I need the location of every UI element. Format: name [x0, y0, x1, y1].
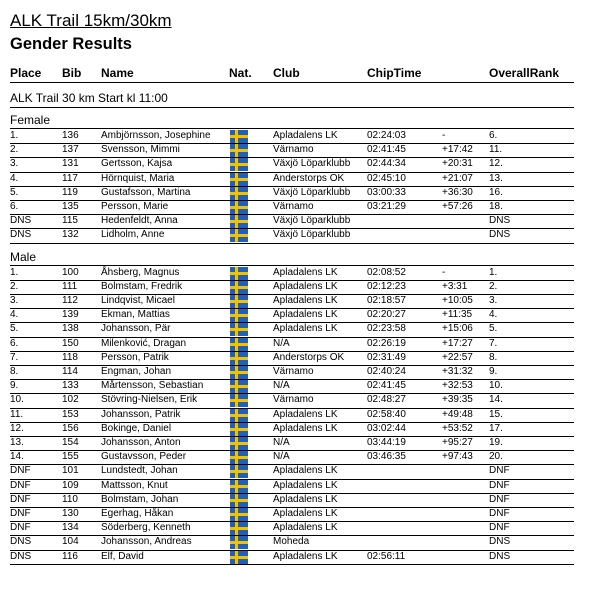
cell-overallrank: 3.	[489, 295, 498, 306]
cell-place: 4.	[10, 309, 19, 321]
cell-overallrank: DNS	[489, 536, 511, 548]
page-subtitle: Gender Results	[10, 35, 132, 53]
cell-overallrank: 6.	[489, 130, 498, 141]
cell-bib: 116	[62, 550, 78, 562]
cell-place: 9.	[10, 380, 19, 392]
cell-club: N/A	[273, 437, 290, 448]
cell-name: Åhsberg, Magnus	[101, 266, 180, 278]
table-row	[10, 322, 574, 337]
table-row	[10, 436, 574, 451]
table-row	[10, 280, 574, 295]
cell-club: Apladalens LK	[273, 550, 338, 562]
cell-place: 6.	[10, 337, 19, 349]
cell-time-behind: -	[442, 266, 446, 278]
cell-time-behind: +15:06	[442, 323, 473, 335]
cell-time-behind: +10:05	[442, 295, 473, 306]
cell-chiptime: 02:56:11	[367, 550, 406, 562]
cell-place: 11.	[10, 408, 24, 420]
cell-chiptime: 02:18:57	[367, 295, 406, 306]
cell-chiptime: 02:40:24	[367, 366, 406, 377]
cell-club: Anderstorps OK	[273, 351, 345, 363]
cell-chiptime: 02:08:52	[367, 266, 406, 278]
cell-chiptime: 02:31:49	[367, 351, 406, 363]
cell-time-behind: +36:30	[442, 186, 473, 198]
cell-name: Lundstedt, Johan	[101, 465, 178, 477]
table-row	[10, 186, 574, 201]
cell-club: Apladalens LK	[273, 508, 338, 519]
cell-bib: 156	[62, 422, 79, 434]
cell-chiptime: 02:45:10	[367, 172, 406, 184]
table-row	[10, 266, 574, 281]
cell-bib: 112	[62, 295, 78, 306]
cell-overallrank: DNF	[489, 522, 510, 534]
cell-time-behind: +53:52	[442, 422, 473, 434]
cell-club: Apladalens LK	[273, 309, 338, 321]
table-row	[10, 422, 574, 437]
table-row	[10, 337, 574, 352]
cell-bib: 102	[62, 394, 79, 406]
cell-bib: 135	[62, 201, 79, 212]
cell-chiptime: 02:24:03	[367, 130, 406, 141]
table-row	[10, 365, 574, 380]
table-row	[10, 493, 574, 508]
cell-overallrank: DNF	[489, 465, 510, 477]
cell-club: Växjö Löparklubb	[273, 215, 351, 227]
group-label-text: Male	[10, 249, 37, 264]
cell-chiptime: 02:44:34	[367, 158, 406, 170]
cell-club: Apladalens LK	[273, 479, 338, 491]
table-row	[10, 157, 574, 172]
table-row	[10, 308, 574, 323]
sweden-flag-icon	[230, 380, 248, 393]
cell-bib: 139	[62, 309, 79, 321]
cell-name: Engman, Johan	[101, 366, 172, 377]
sweden-flag-icon	[230, 394, 248, 407]
cell-bib: 138	[62, 323, 79, 335]
cell-name: Persson, Patrik	[101, 351, 169, 363]
cell-overallrank: DNF	[489, 479, 510, 491]
column-header-overallrank: OverallRank	[489, 66, 560, 80]
sweden-flag-icon	[230, 409, 248, 422]
cell-chiptime: 03:02:44	[367, 422, 406, 434]
cell-name: Persson, Marie	[101, 201, 169, 212]
cell-bib: 110	[62, 493, 78, 505]
cell-overallrank: 9.	[489, 366, 498, 377]
cell-overallrank: 8.	[489, 351, 498, 363]
cell-club: Värnamo	[273, 366, 314, 377]
cell-name: Johansson, Andreas	[101, 536, 192, 548]
cell-bib: 153	[62, 408, 79, 420]
sweden-flag-icon	[230, 423, 248, 436]
table-row	[10, 408, 574, 423]
cell-bib: 115	[62, 215, 78, 227]
cell-bib: 130	[62, 508, 79, 519]
cell-overallrank: 12.	[489, 158, 503, 170]
cell-overallrank: 18.	[489, 201, 503, 212]
sweden-flag-icon	[230, 281, 248, 294]
table-row	[10, 228, 574, 243]
table-row	[10, 479, 574, 494]
cell-name: Johansson, Pär	[101, 323, 171, 335]
cell-name: Gustavsson, Peder	[101, 451, 187, 463]
table-row	[10, 172, 574, 187]
group-label-text: Female	[10, 113, 51, 127]
cell-place: 7.	[10, 351, 19, 363]
cell-chiptime: 02:26:19	[367, 337, 406, 349]
cell-club: N/A	[273, 380, 290, 392]
sweden-flag-icon	[230, 437, 248, 450]
column-header-name: Name	[101, 66, 134, 80]
cell-name: Mårtensson, Sebastian	[101, 380, 204, 392]
cell-bib: 137	[62, 144, 79, 156]
cell-club: N/A	[273, 451, 290, 463]
group-label	[10, 112, 574, 129]
sweden-flag-icon	[230, 352, 248, 365]
sweden-flag-icon	[230, 536, 248, 549]
cell-chiptime: 03:44:19	[367, 437, 406, 448]
cell-bib: 155	[62, 451, 79, 463]
cell-time-behind: +31:32	[442, 366, 473, 377]
cell-name: Elf, David	[101, 550, 144, 562]
cell-place: DNS	[10, 215, 32, 227]
cell-chiptime: 02:20:27	[367, 309, 406, 321]
cell-overallrank: 13.	[489, 172, 503, 184]
cell-name: Lidholm, Anne	[101, 229, 165, 241]
sweden-flag-icon	[230, 267, 248, 280]
cell-club: Värnamo	[273, 394, 314, 406]
cell-club: Apladalens LK	[273, 130, 338, 141]
cell-time-behind: +49:48	[442, 408, 473, 420]
table-row	[10, 521, 574, 536]
cell-name: Bokinge, Daniel	[101, 422, 172, 434]
cell-place: 5.	[10, 323, 19, 335]
cell-club: Växjö Löparklubb	[273, 229, 351, 241]
cell-chiptime: 02:41:45	[367, 380, 406, 392]
cell-overallrank: DNS	[489, 229, 511, 241]
cell-time-behind: +11:35	[442, 309, 473, 321]
table-row	[10, 393, 574, 408]
cell-overallrank: 17.	[489, 422, 503, 434]
cell-overallrank: 7.	[489, 337, 498, 349]
sweden-flag-icon	[230, 201, 248, 214]
cell-club: Värnamo	[273, 144, 314, 156]
cell-club: Apladalens LK	[273, 280, 338, 292]
cell-bib: 100	[62, 266, 79, 278]
cell-overallrank: DNF	[489, 493, 510, 505]
cell-place: 2.	[10, 280, 19, 292]
cell-club: N/A	[273, 337, 290, 349]
cell-place: 12.	[10, 422, 24, 434]
cell-club: Växjö Löparklubb	[273, 186, 351, 198]
cell-time-behind: +20:31	[442, 158, 473, 170]
cell-place: 8.	[10, 366, 19, 377]
cell-place: 6.	[10, 201, 19, 212]
cell-overallrank: 11.	[489, 144, 503, 156]
sweden-flag-icon	[230, 158, 248, 171]
cell-time-behind: +3:31	[442, 280, 468, 292]
cell-overallrank: 14.	[489, 394, 503, 406]
table-row	[10, 550, 574, 565]
sweden-flag-icon	[230, 229, 248, 242]
table-row	[10, 507, 574, 522]
cell-club: Apladalens LK	[273, 522, 338, 534]
cell-club: Apladalens LK	[273, 465, 338, 477]
sweden-flag-icon	[230, 215, 248, 228]
sweden-flag-icon	[230, 465, 248, 478]
cell-place: DNS	[10, 536, 32, 548]
cell-time-behind: -	[442, 130, 446, 141]
cell-chiptime: 02:12:23	[367, 280, 406, 292]
cell-name: Milenković, Dragan	[101, 337, 187, 349]
sweden-flag-icon	[230, 173, 248, 186]
cell-bib: 131	[62, 158, 79, 170]
cell-overallrank: 2.	[489, 280, 498, 292]
cell-overallrank: 4.	[489, 309, 498, 321]
cell-club: Apladalens LK	[273, 266, 338, 278]
column-header-club: Club	[273, 66, 300, 80]
cell-overallrank: 1.	[489, 266, 498, 278]
cell-overallrank: DNS	[489, 550, 511, 562]
cell-chiptime: 03:21:29	[367, 201, 406, 212]
sweden-flag-icon	[230, 144, 248, 157]
cell-bib: 136	[62, 130, 79, 141]
cell-name: Svensson, Mimmi	[101, 144, 180, 156]
sweden-flag-icon	[230, 451, 248, 464]
cell-overallrank: DNS	[489, 215, 511, 227]
cell-name: Stövring-Nielsen, Erik	[101, 394, 198, 406]
cell-name: Hörnquist, Maria	[101, 172, 175, 184]
cell-bib: 150	[62, 337, 79, 349]
cell-time-behind: +57:26	[442, 201, 473, 212]
sweden-flag-icon	[230, 338, 248, 351]
cell-name: Johansson, Anton	[101, 437, 181, 448]
table-row	[10, 294, 574, 309]
cell-name: Ambjörnsson, Josephine	[101, 130, 211, 141]
cell-place: 10.	[10, 394, 24, 406]
cell-time-behind: +95:27	[442, 437, 473, 448]
cell-place: DNS	[10, 229, 32, 241]
cell-place: DNF	[10, 522, 31, 534]
cell-bib: 118	[62, 351, 78, 363]
cell-name: Egerhag, Håkan	[101, 508, 174, 519]
cell-name: Gustafsson, Martina	[101, 186, 191, 198]
cell-club: Apladalens LK	[273, 493, 338, 505]
sweden-flag-icon	[230, 508, 248, 521]
cell-name: Söderberg, Kenneth	[101, 522, 191, 534]
cell-club: Apladalens LK	[273, 422, 338, 434]
cell-place: 3.	[10, 158, 19, 170]
cell-club: Växjö Löparklubb	[273, 158, 351, 170]
cell-overallrank: DNF	[489, 508, 510, 519]
cell-bib: 104	[62, 536, 79, 548]
cell-name: Lindqvist, Micael	[101, 295, 175, 306]
cell-time-behind: +17:42	[442, 144, 473, 156]
sweden-flag-icon	[230, 522, 248, 535]
cell-bib: 132	[62, 229, 79, 241]
table-row	[10, 450, 574, 465]
cell-club: Apladalens LK	[273, 295, 338, 306]
cell-bib: 111	[62, 280, 78, 292]
cell-overallrank: 5.	[489, 323, 498, 335]
cell-overallrank: 19.	[489, 437, 503, 448]
cell-time-behind: +32:53	[442, 380, 473, 392]
cell-overallrank: 10.	[489, 380, 503, 392]
cell-name: Bolmstam, Johan	[101, 493, 179, 505]
cell-club: Apladalens LK	[273, 408, 338, 420]
cell-bib: 109	[62, 479, 79, 491]
cell-bib: 119	[62, 186, 78, 198]
cell-name: Johansson, Patrik	[101, 408, 181, 420]
cell-name: Mattsson, Knut	[101, 479, 168, 491]
cell-club: Anderstorps OK	[273, 172, 345, 184]
table-row	[10, 200, 574, 215]
table-row	[10, 143, 574, 158]
sweden-flag-icon	[230, 309, 248, 322]
cell-overallrank: 15.	[489, 408, 503, 420]
cell-name: Hedenfeldt, Anna	[101, 215, 178, 227]
page-title: ALK Trail 15km/30km	[10, 11, 172, 30]
cell-time-behind: +17:27	[442, 337, 473, 349]
cell-name: Bolmstam, Fredrik	[101, 280, 183, 292]
race-title: ALK Trail 30 km Start kl 11:00	[10, 91, 168, 105]
cell-bib: 154	[62, 437, 79, 448]
column-header-bib: Bib	[62, 66, 82, 80]
column-header-nat: Nat.	[229, 66, 252, 80]
cell-bib: 117	[62, 172, 78, 184]
sweden-flag-icon	[230, 551, 248, 564]
cell-place: DNF	[10, 479, 31, 491]
cell-name: Gertsson, Kajsa	[101, 158, 173, 170]
column-header-place: Place	[10, 66, 42, 80]
cell-bib: 134	[62, 522, 79, 534]
cell-chiptime: 03:00:33	[367, 186, 406, 198]
sweden-flag-icon	[230, 295, 248, 308]
cell-club: Moheda	[273, 536, 310, 548]
column-header-chiptime: ChipTime	[367, 66, 422, 80]
cell-chiptime: 02:58:40	[367, 408, 406, 420]
cell-place: 13.	[10, 437, 24, 448]
cell-time-behind: +39:35	[442, 394, 473, 406]
cell-place: DNS	[10, 550, 32, 562]
race-heading	[10, 88, 574, 108]
cell-place: DNF	[10, 465, 31, 477]
table-row	[10, 214, 574, 229]
cell-time-behind: +97:43	[442, 451, 473, 463]
table-row	[10, 129, 574, 144]
cell-chiptime: 02:41:45	[367, 144, 406, 156]
cell-place: 14.	[10, 451, 24, 463]
cell-bib: 101	[62, 465, 79, 477]
table-row	[10, 351, 574, 366]
cell-time-behind: +21:07	[442, 172, 473, 184]
cell-place: DNF	[10, 508, 31, 519]
cell-place: 4.	[10, 172, 19, 184]
cell-overallrank: 20.	[489, 451, 503, 463]
sweden-flag-icon	[230, 323, 248, 336]
table-row	[10, 535, 574, 550]
cell-club: Apladalens LK	[273, 323, 338, 335]
table-row	[10, 379, 574, 394]
cell-place: 1.	[10, 266, 19, 278]
cell-place: DNF	[10, 493, 31, 505]
cell-club: Värnamo	[273, 201, 314, 212]
cell-chiptime: 03:46:35	[367, 451, 406, 463]
cell-chiptime: 02:23:58	[367, 323, 406, 335]
cell-time-behind: +22:57	[442, 351, 473, 363]
cell-place: 5.	[10, 186, 19, 198]
group-label	[10, 249, 574, 266]
table-row	[10, 464, 574, 479]
cell-overallrank: 16.	[489, 186, 503, 198]
sweden-flag-icon	[230, 366, 248, 379]
table-header	[10, 62, 574, 83]
cell-place: 3.	[10, 295, 19, 306]
cell-place: 2.	[10, 144, 19, 156]
cell-name: Ekman, Mattias	[101, 309, 170, 321]
cell-place: 1.	[10, 130, 19, 141]
sweden-flag-icon	[230, 187, 248, 200]
sweden-flag-icon	[230, 130, 248, 143]
cell-chiptime: 02:48:27	[367, 394, 406, 406]
sweden-flag-icon	[230, 480, 248, 493]
cell-bib: 133	[62, 380, 79, 392]
sweden-flag-icon	[230, 494, 248, 507]
cell-bib: 114	[62, 366, 78, 377]
